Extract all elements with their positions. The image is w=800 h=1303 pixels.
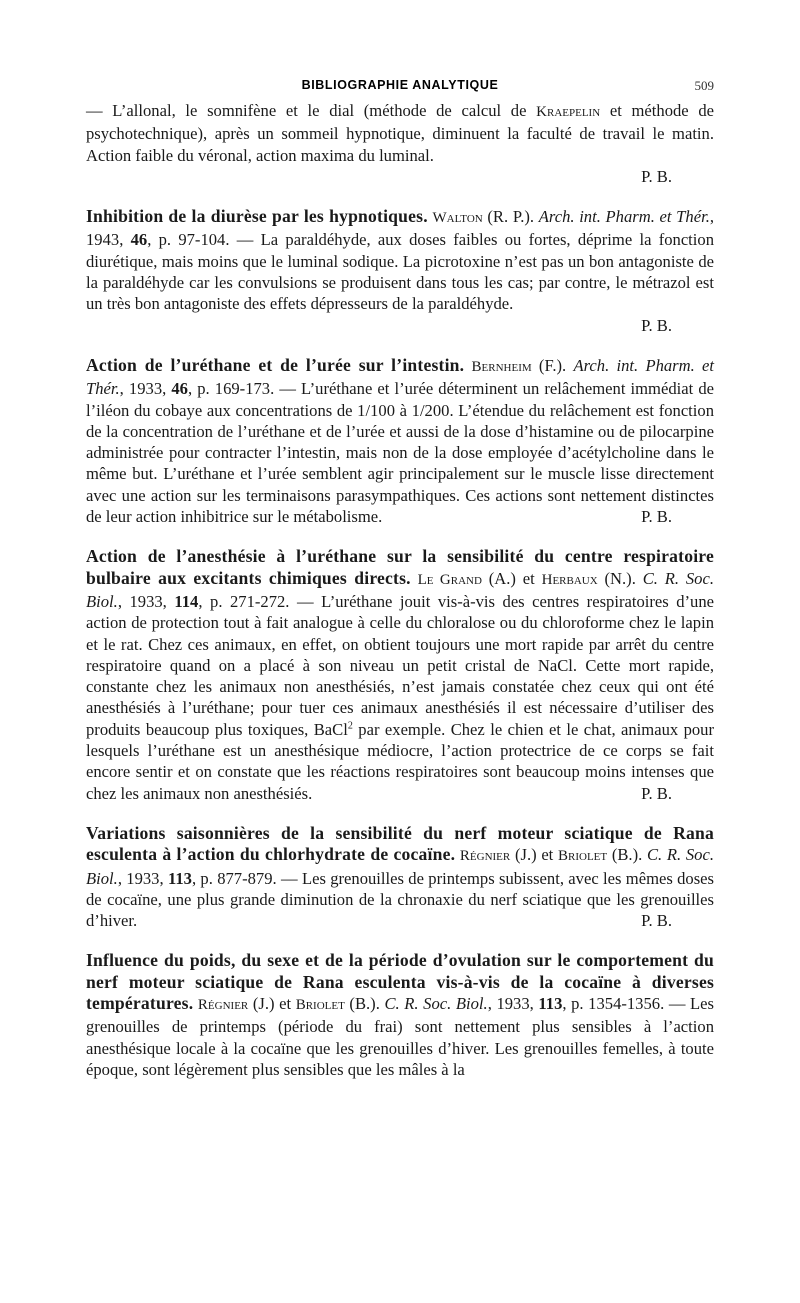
entry-author: Bernheim [471, 358, 532, 375]
page-body [86, 100, 714, 1099]
entry-author-2-initials: (N.). [597, 568, 636, 588]
entry-author-2-initials: (B.). [607, 845, 643, 865]
entry-ref-year: , 1933, [487, 993, 539, 1013]
entry-author-initials: (R. P.). [482, 207, 535, 227]
entry-author-2: Briolet [295, 996, 345, 1013]
intro-signature: P. B. [641, 166, 672, 186]
entry-journal: C. R. Soc. Biol. [86, 845, 714, 888]
entry-volume: 46 [130, 230, 148, 250]
entry-journal: Arch. int. Pharm. et Thér. [86, 355, 715, 399]
entry-signature: P. B. [641, 911, 672, 931]
entry-author-2-initials: (B.). [344, 993, 380, 1013]
intro-text: — L’allonal, le somnifène et le dial (méthode de calcul de [86, 101, 537, 120]
abstract-entry [86, 823, 714, 931]
entry-journal: Arch. int. Pharm. et Thér. [538, 207, 710, 227]
entry-title: Inhibition de la diurèse par les hypnotiques. [86, 206, 428, 227]
entry-author-initials: (J.) et [510, 845, 559, 865]
entry-body-superscript: 2 [347, 720, 353, 732]
entry-journal: C. R. Soc. Biol. [86, 568, 714, 611]
entry-pages: , p. 169-173. — [187, 379, 302, 399]
entry-volume: 113 [538, 993, 563, 1013]
entry-author-initials: (F.). [531, 355, 567, 375]
entry-pages: , p. 877-879. — [191, 868, 302, 888]
entry-signature: P. B. [641, 507, 672, 527]
intro-paragraph [86, 100, 714, 187]
entry-title: Action de l’anesthésie à l’uréthane sur la sensibilité du centre respiratoire bulbaire aux excitants chimiques directs. [86, 546, 714, 588]
abstract-entry [86, 206, 714, 336]
entry-title: Influence du poids, du sexe et de la période d’ovulation sur le comportement du nerf moteur sciatique de Rana esculenta vis-à-vis de la cocaïne à diverses températures. [86, 950, 714, 1013]
entry-author: Régnier [459, 848, 511, 865]
entry-author-2: Briolet [558, 848, 608, 865]
entry-body: Les grenouilles de printemps (période du frai) sont nettement plus sensibles à l’action anesthésique locale à la cocaïne que les grenouilles d’hiver. Les grenouilles femelles, à toute époque, sont légèrement plus sensibles que les mâles à la [86, 993, 714, 1079]
entry-signature: P. B. [641, 315, 672, 335]
entry-ref-year: , 1933, [117, 591, 175, 611]
entry-volume: 113 [167, 868, 192, 888]
entry-pages: , p. 1354-1356. — [562, 993, 691, 1013]
entry-pages: , p. 271-272. — [198, 591, 322, 611]
entry-volume: 114 [174, 591, 199, 611]
abstract-entry [86, 950, 714, 1080]
entry-pages: , p. 97-104. — [147, 230, 261, 250]
entry-ref-year: , 1933, [117, 868, 168, 888]
entry-body: La paraldéhyde, aux doses faibles ou fortes, déprime la fonction diurétique, mais moins que le luminal sodique. La picrotoxine n’est pas un bon antagoniste de la paraldéhyde car les convulsions se produisent dans tous les cas; par contre, le métrazol est un très bon antagoniste des effets dépresseurs de la paraldéhyde. [86, 230, 714, 314]
running-head: BIBLIOGRAPHIE ANALYTIQUE [301, 78, 499, 92]
entry-author-initials: (A.) et [481, 568, 542, 588]
entry-title: Variations saisonnières de la sensibilité du nerf moteur sciatique de Rana esculenta à l’action du chlorhydrate de cocaïne. [86, 822, 714, 865]
entry-ref-year: , 1933, [119, 379, 172, 399]
intro-author: Kraepelin [536, 104, 601, 120]
entry-journal: C. R. Soc. Biol. [384, 993, 488, 1013]
entry-signature: P. B. [641, 783, 672, 803]
page-number: 509 [694, 78, 714, 93]
entry-author: Régnier [197, 996, 249, 1013]
entry-body: Les grenouilles de printemps subissent, avec les mêmes doses de cocaïne, une plus grande diminution de la chronaxie du nerf sciatique que les grenouilles d’hiver. [86, 868, 715, 931]
intro-text-rest: et méthode de psychotechnique), après un sommeil hypnotique, diminuent la faculté de travail le matin. Action faible du véronal, action maxima du luminal. [86, 101, 714, 165]
entry-ref-year: , 1943, [86, 207, 714, 250]
entry-volume: 46 [171, 379, 188, 399]
entry-body: L’uréthane jouit vis-à-vis des centres respiratoires d’une action de protection tout à fait analogue à celle du chloralose ou du chloroforme chez le lapin et le rat. Chez ces animaux, en effet, on obtient toujours une mort rapide par arrêt du centre respiratoire quand on a placé à son niveau un petit cristal de NaCl. Cette mort rapide, constante chez les animaux non anesthésiés, n’est jamais constatée chez ceux qui ont été anesthésiés à l’uréthane; pour tuer ces animaux anesthésiés il est nécessaire d’utiliser des produits beaucoup plus toxiques, BaCl [86, 591, 715, 739]
entry-author-2: Herbaux [541, 571, 598, 588]
entry-author: Walton [432, 210, 483, 227]
entry-body: L’uréthane et l’urée déterminent un relâchement immédiat de l’iléon du cobaye aux concentrations de 1/100 à 1/200. L’étendue du relâchement est fonction de la concentration de l’uréthane et de l’urée et aussi de la dose d’histamine ou de pilocarpine administrée pour contracter l’intestin, mais non de la dose employée d’acétylcholine dans le même but. L’uréthane et l’urée semblent agir principalement sur le muscle lisse directement avec une action sur les terminaisons parasympathiques. Ces actions sont nettement distinctes de leur action inhibitrice sur le métabolisme. [86, 379, 714, 527]
abstract-entry [86, 546, 714, 804]
abstract-entry [86, 355, 714, 527]
entry-author: Le Grand [417, 571, 482, 588]
entry-title: Action de l’uréthane et de l’urée sur l’intestin. [86, 354, 465, 375]
entry-body-rest: par exemple. Chez le chien et le chat, animaux pour lesquels l’uréthane est un anesthésique médiocre, l’action protectrice de ce corps se fait encore sentir et on constate que les réactions respiratoires sont beaucoup moins intenses que chez les animaux non anesthésiés. [86, 719, 715, 803]
entry-author-initials: (J.) et [248, 993, 296, 1013]
page-header [86, 78, 714, 98]
